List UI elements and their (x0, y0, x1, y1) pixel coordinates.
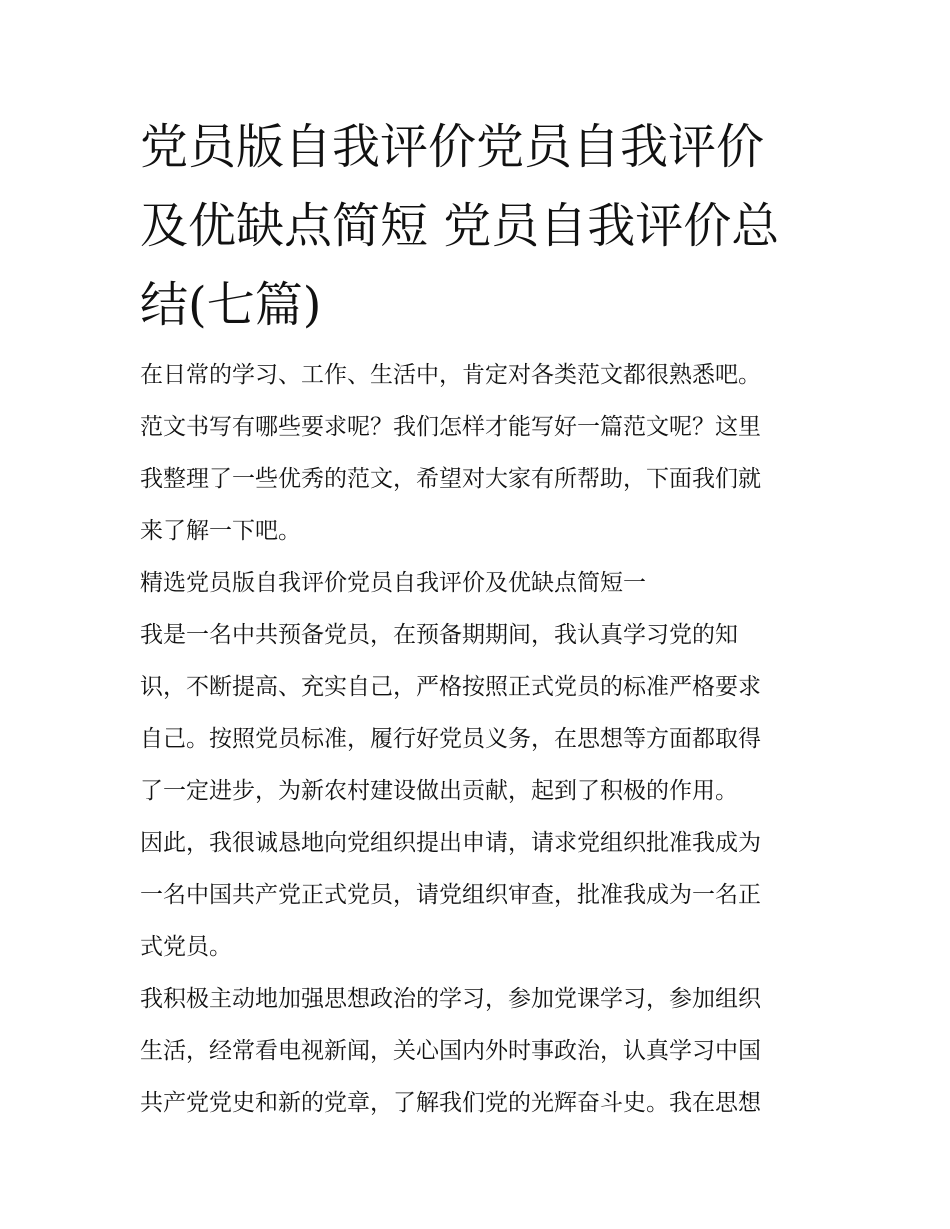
intro-paragraph (140, 349, 812, 557)
paragraph-line: 我整理了一些优秀的范文，希望对大家有所帮助，下面我们就 (140, 466, 761, 492)
paragraph-line: 来了解一下吧。 (140, 518, 301, 544)
paragraph-line: 共产党党史和新的党章，了解我们党的光辉奋斗史。我在思想 (140, 1090, 761, 1116)
paragraph-line: 一名中国共产党正式党员，请党组织审查，批准我成为一名正 (140, 882, 761, 908)
section-heading-line: 精选党员版自我评价党员自我评价及优缺点简短一 (140, 570, 646, 596)
body-paragraph (140, 817, 812, 973)
paragraph-line: 范文书写有哪些要求呢？我们怎样才能写好一篇范文呢？这里 (140, 414, 761, 440)
title-line: 及优缺点简短 党员自我评价总 (140, 198, 780, 254)
paragraph-line: 识，不断提高、充实自己，严格按照正式党员的标准严格要求 (140, 674, 761, 700)
section-heading (140, 557, 812, 609)
paragraph-line: 在日常的学习、工作、生活中，肯定对各类范文都很熟悉吧。 (140, 362, 761, 388)
paragraph-line: 式党员。 (140, 934, 232, 960)
paragraph-line: 生活，经常看电视新闻，关心国内外时事政治，认真学习中国 (140, 1038, 761, 1064)
paragraph-line: 我积极主动地加强思想政治的学习，参加党课学习，参加组织 (140, 986, 761, 1012)
document-title (140, 108, 812, 345)
title-line: 党员版自我评价党员自我评价 (140, 119, 765, 175)
body-paragraph (140, 973, 812, 1129)
body-paragraph (140, 609, 812, 817)
paragraph-line: 我是一名中共预备党员，在预备期期间，我认真学习党的知 (140, 622, 738, 648)
paragraph-line: 了一定进步，为新农村建设做出贡献，起到了积极的作用。 (140, 778, 738, 804)
document-page (140, 108, 812, 1129)
title-line: 结(七篇) (140, 277, 322, 333)
paragraph-line: 因此，我很诚恳地向党组织提出申请，请求党组织批准我成为 (140, 830, 761, 856)
paragraph-line: 自己。按照党员标准，履行好党员义务，在思想等方面都取得 (140, 726, 761, 752)
